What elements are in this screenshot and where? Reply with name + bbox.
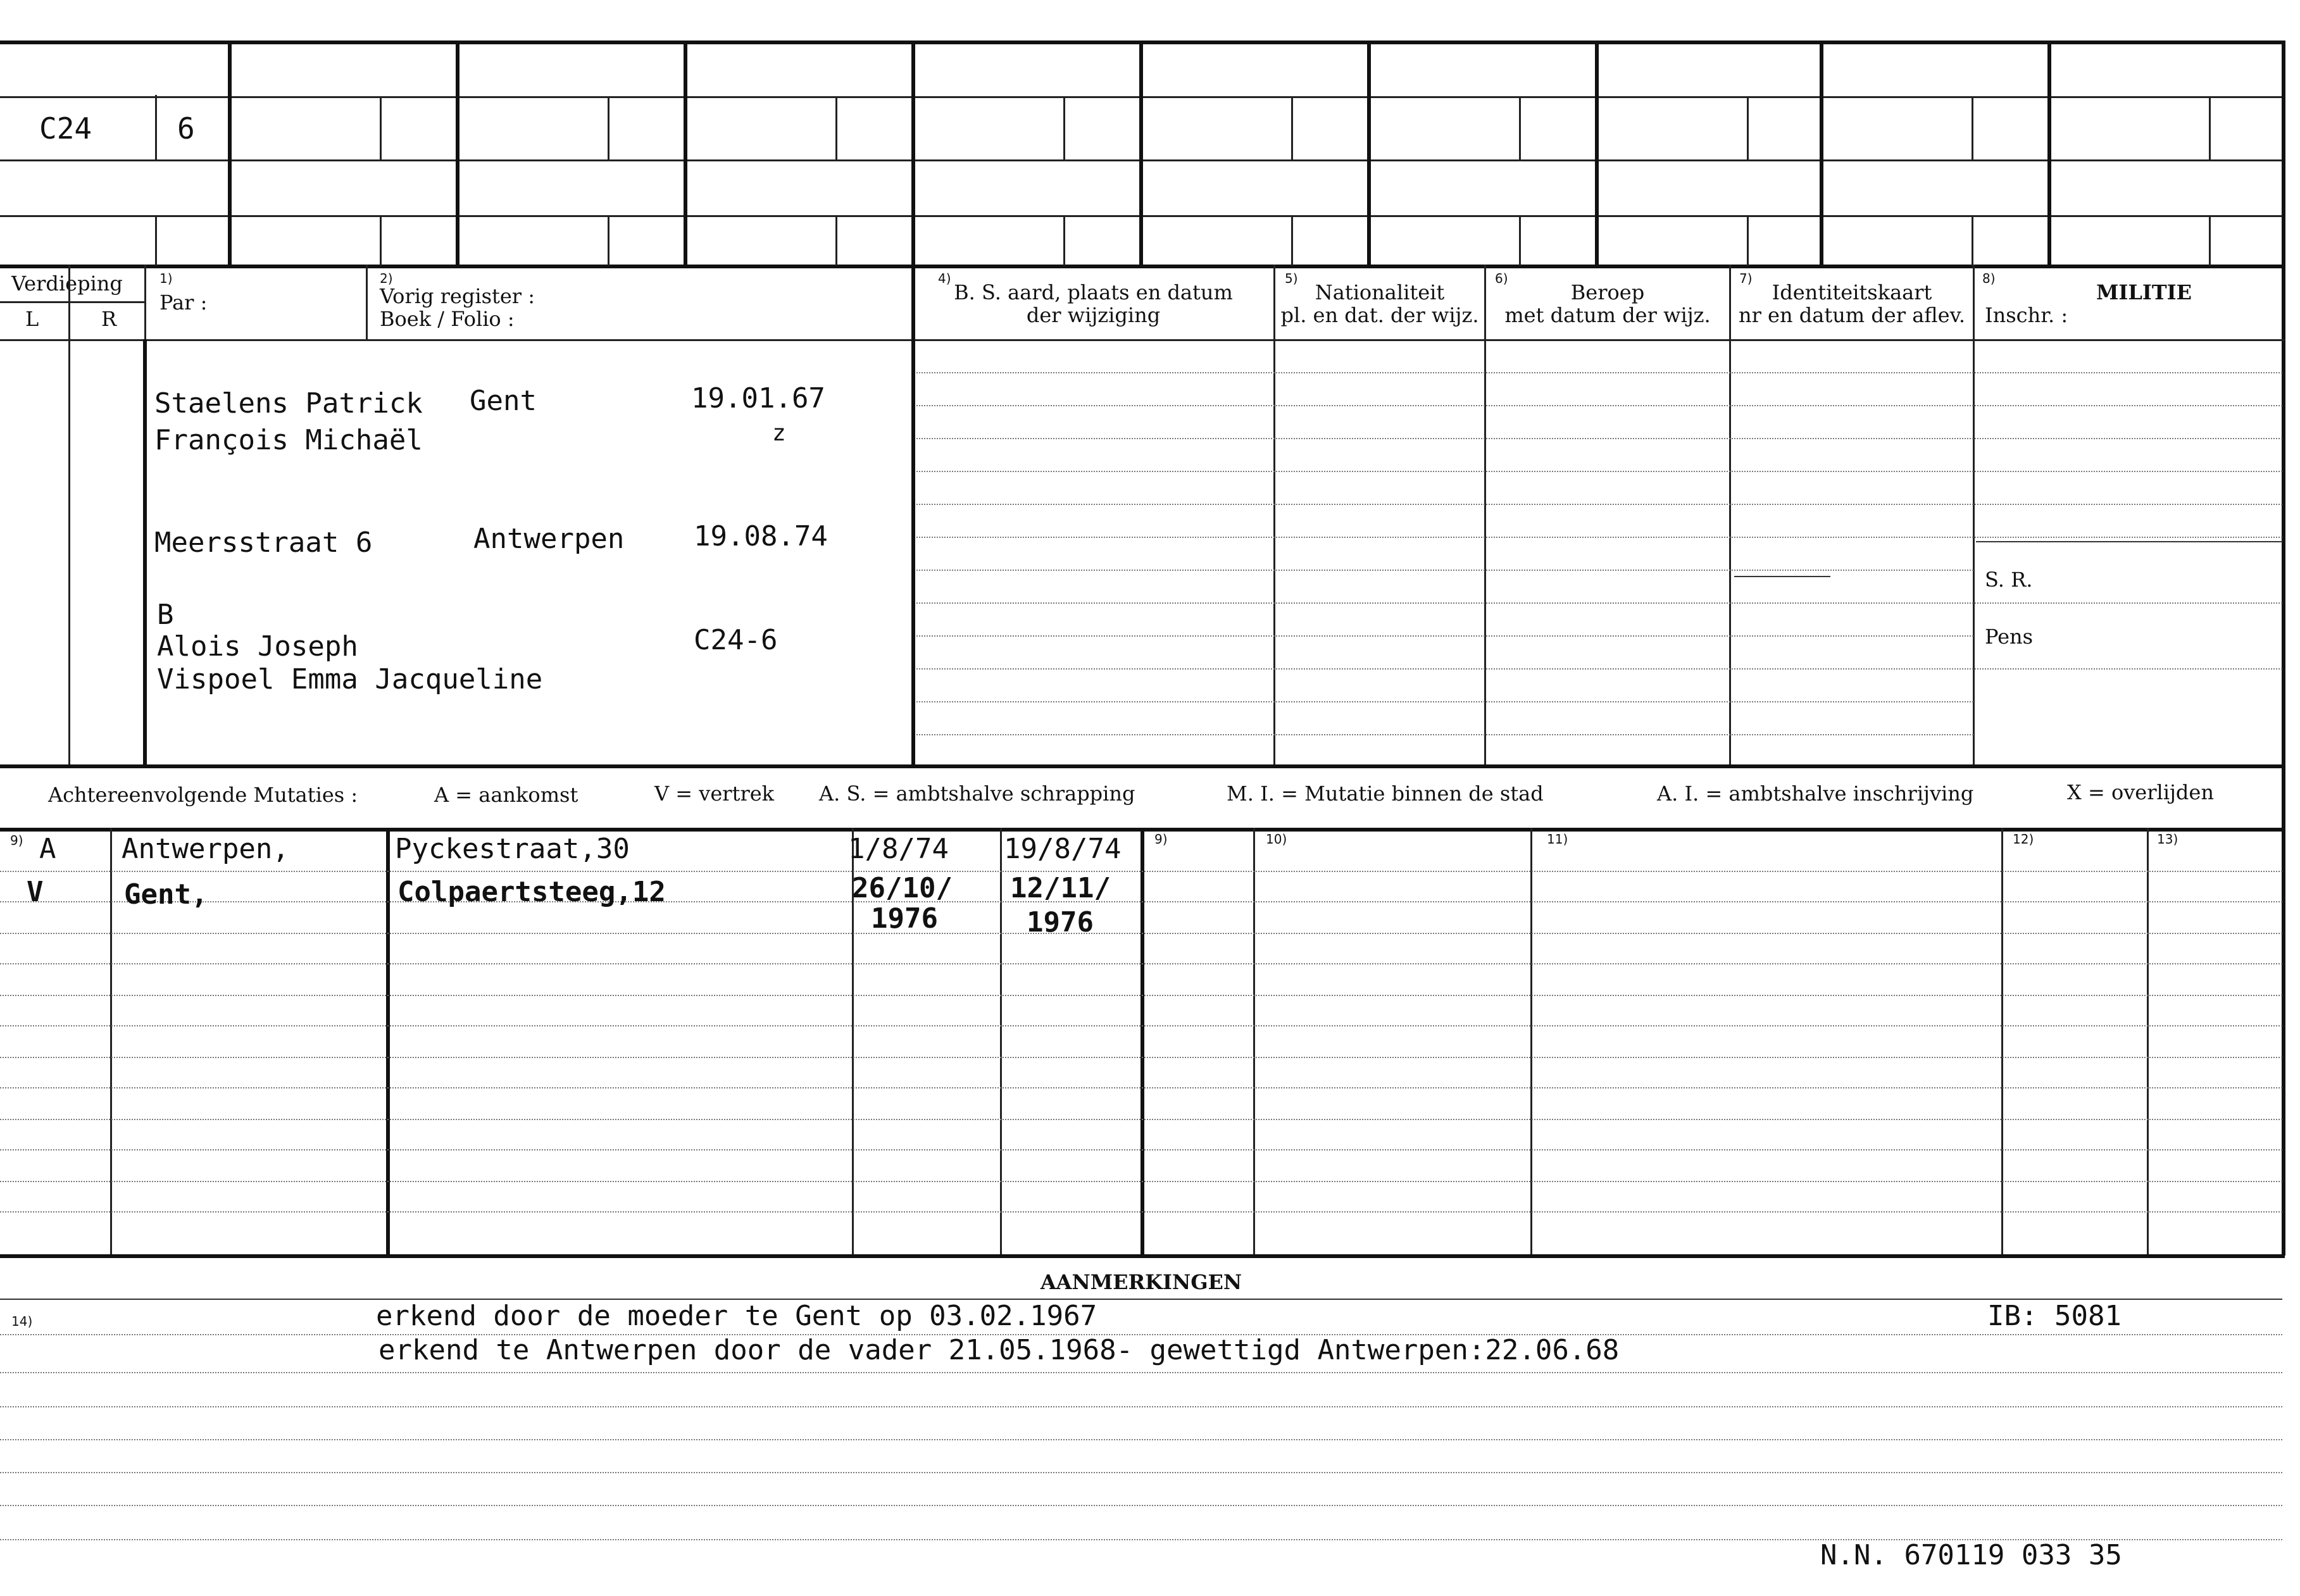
ib-number: IB: 5081	[1987, 1300, 2122, 1332]
legend-title: Achtereenvolgende Mutaties :	[48, 783, 358, 807]
remark-line2: erkend te Antwerpen door de vader 21.05.1968- gewettigd Antwerpen:22.06.68	[378, 1334, 1620, 1366]
mutation-2-date2-year: 1976	[1027, 906, 1094, 938]
mother-name: Vispoel Emma Jacqueline	[157, 663, 543, 695]
mutation-1-type: A	[39, 833, 56, 865]
legend-x: X = overlijden	[2067, 780, 2214, 804]
number-cell: 6	[177, 111, 195, 146]
address: Meersstraat 6	[154, 527, 373, 559]
par-label: Par :	[159, 290, 208, 315]
bs-line1: B. S. aard, plaats en datum	[954, 280, 1233, 304]
verdieping-label: Verdieping	[11, 271, 123, 296]
mutation-2-city: Gent,	[124, 878, 208, 911]
inschr-label: Inschr. :	[1985, 303, 2068, 327]
arrival-date: 19.08.74	[694, 520, 828, 552]
mutation-2-type: V	[27, 876, 44, 908]
militie-num: 8)	[1982, 271, 1996, 286]
id-line1: Identiteitskaart	[1772, 280, 1932, 304]
mutation-2-street: Colpaertsteeg,12	[397, 876, 666, 908]
mutation-2-date1: 26/10/	[852, 872, 953, 904]
ber-line1: Beroep	[1570, 280, 1645, 304]
bs-num: 4)	[938, 271, 951, 286]
col10-num: 10)	[1266, 832, 1287, 847]
nat-num: 5)	[1285, 271, 1298, 286]
pens-label: Pens	[1985, 625, 2034, 649]
mutation-2-date1-year: 1976	[871, 902, 938, 935]
mutation-2-date2: 12/11/	[1010, 872, 1111, 904]
birthplace: Gent	[470, 385, 537, 417]
remark-line1: erkend door de moeder te Gent op 03.02.1967	[376, 1300, 1097, 1332]
remarks-num: 14)	[11, 1314, 33, 1329]
mutation-1-city: Antwerpen,	[122, 833, 289, 865]
sex-mark: z	[772, 420, 786, 446]
col11-num: 11)	[1547, 832, 1568, 847]
mutation-1-street: Pyckestraat,30	[395, 833, 630, 865]
mutation-1-date2: 19/8/74	[1004, 833, 1122, 865]
id-line2: nr en datum der aflev.	[1738, 303, 1966, 327]
boek-folio-label: Boek / Folio :	[380, 307, 515, 331]
bs-line2: der wijziging	[1026, 303, 1161, 327]
remarks-title: AANMERKINGEN	[1040, 1270, 1242, 1294]
col13-num: 13)	[2157, 832, 2178, 847]
reference: C24-6	[694, 624, 778, 656]
legend-a: A = aankomst	[434, 783, 578, 807]
r-label: R	[101, 307, 117, 331]
city: Antwerpen	[473, 523, 625, 555]
person-name-line2: François Michaël	[154, 424, 423, 456]
nat-line2: pl. en dat. der wijz.	[1280, 303, 1479, 327]
col9-num: 9)	[10, 833, 23, 848]
militie-label: MILITIE	[2096, 280, 2192, 304]
legend-ai: A. I. = ambtshalve inschrijving	[1657, 782, 1974, 806]
code-cell: C24	[39, 111, 92, 146]
nat-line1: Nationaliteit	[1315, 280, 1445, 304]
vorig-register-label: Vorig register :	[380, 284, 535, 308]
ber-num: 6)	[1495, 271, 1508, 286]
nn-number: N.N. 670119 033 35	[1820, 1539, 2122, 1571]
col9b-num: 9)	[1154, 832, 1168, 847]
legend-as: A. S. = ambtshalve schrapping	[819, 782, 1135, 806]
person-name-line1: Staelens Patrick	[154, 387, 423, 420]
vorig-num: 2)	[380, 271, 393, 286]
par-num: 1)	[159, 271, 173, 286]
legend-v: V = vertrek	[654, 782, 775, 806]
b-mark: B	[157, 599, 174, 631]
col12-num: 12)	[2013, 832, 2034, 847]
ber-line2: met datum der wijz.	[1504, 303, 1711, 327]
legend-mi: M. I. = Mutatie binnen de stad	[1227, 782, 1544, 806]
l-label: L	[25, 307, 39, 331]
id-num: 7)	[1739, 271, 1753, 286]
sr-label: S. R.	[1985, 568, 2033, 592]
father-name: Alois Joseph	[157, 630, 358, 663]
mutation-1-date1: 1/8/74	[848, 833, 949, 865]
birthdate: 19.01.67	[691, 382, 825, 415]
